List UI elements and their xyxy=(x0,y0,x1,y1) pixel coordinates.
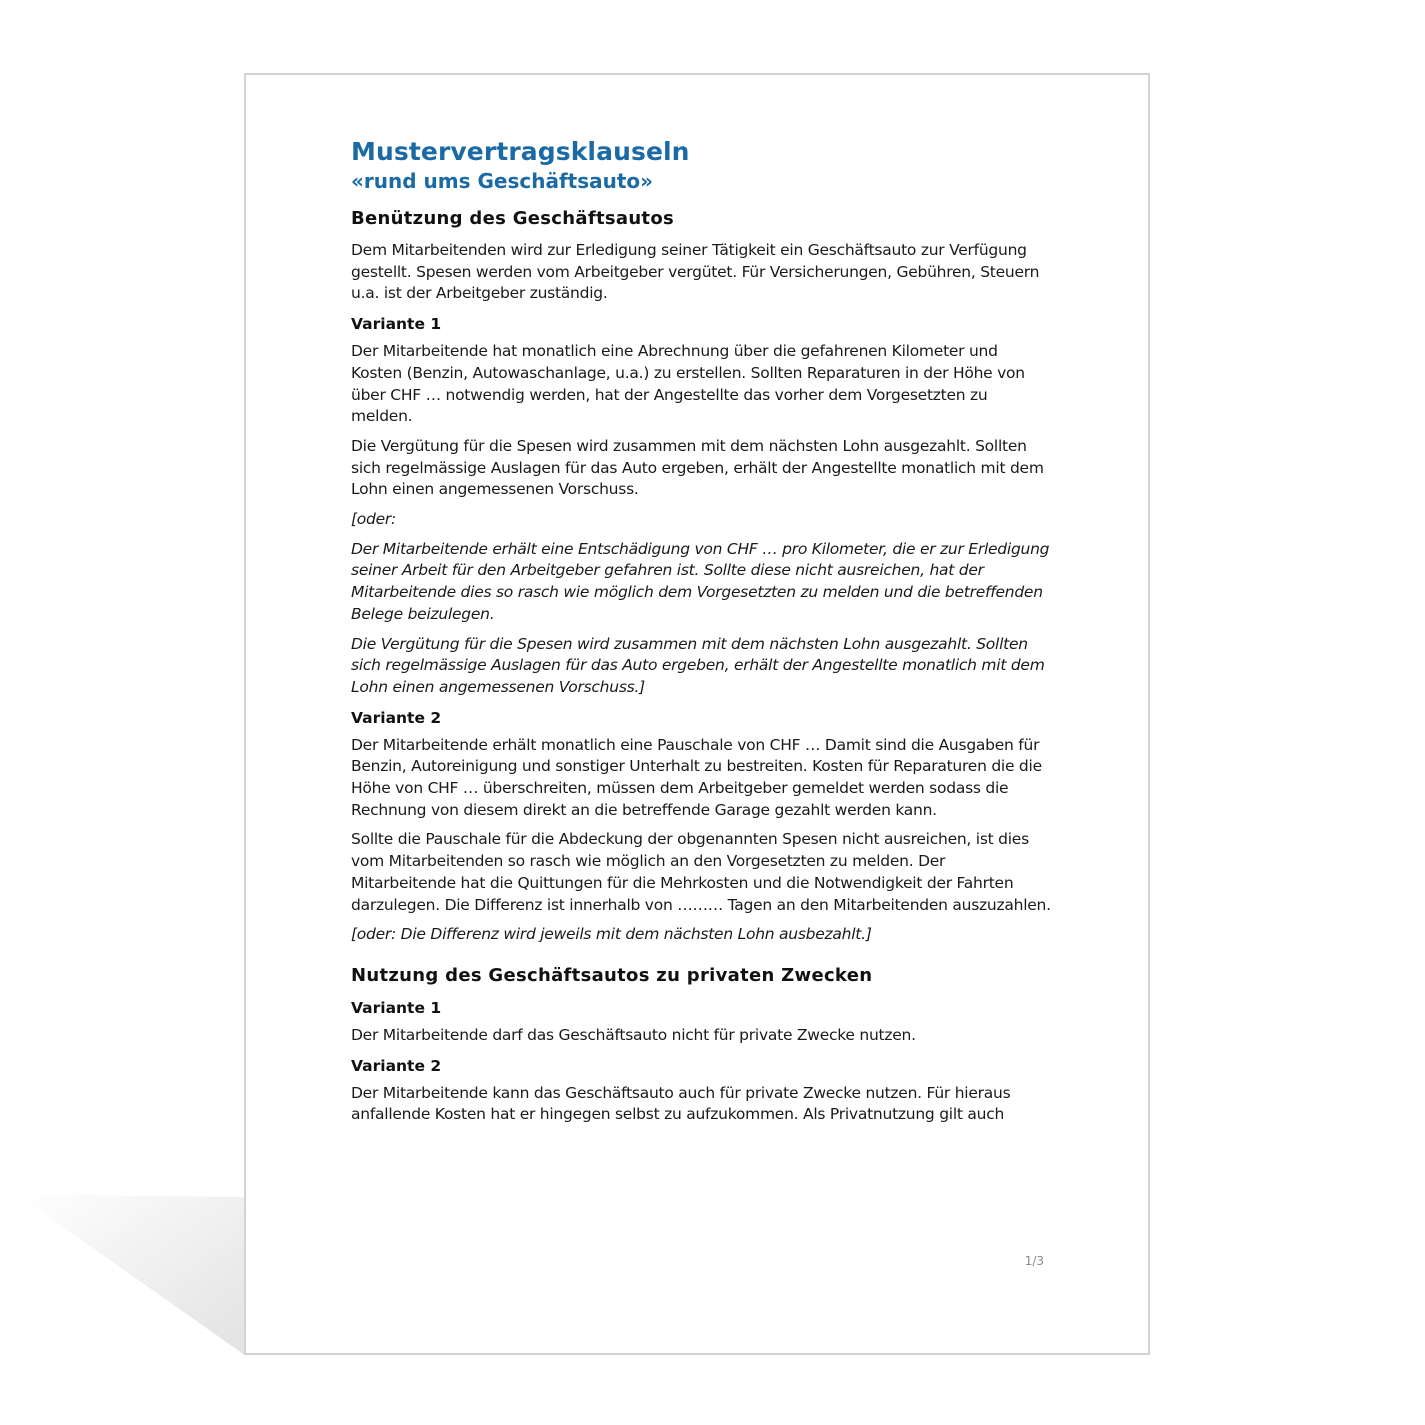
document-content xyxy=(351,137,1051,1134)
document-page xyxy=(244,73,1150,1355)
section-heading: Nutzung des Geschäftsautos zu privaten Zwecken xyxy=(351,964,873,986)
variant-heading: Variante 1 xyxy=(351,998,442,1017)
variant-heading: Variante 2 xyxy=(351,1056,442,1075)
paragraph: Der Mitarbeitende kann das Geschäftsauto auch für private Zwecke nutzen. Für hieraus anfallende Kosten hat er hingegen selbst zu aufzukommen. Als Privatnutzung gilt auch xyxy=(351,1083,1011,1124)
page-number: 1/3 xyxy=(1024,1254,1044,1268)
paragraph: Dem Mitarbeitenden wird zur Erledigung seiner Tätigkeit ein Geschäftsauto zur Verfügung gestellt. Spesen werden vom Arbeitgeber vergütet. Für Versicherungen, Gebühren, Steuern u.a. ist der Arbeitgeber zuständig. xyxy=(351,241,1040,303)
paragraph: Die Vergütung für die Spesen wird zusammen mit dem nächsten Lohn ausgezahlt. Sollten sich regelmässige Auslagen für das Auto ergeben, erhält der Angestellte monatlich mit dem Lohn einen angemessenen Vorschuss. xyxy=(351,436,1044,499)
paragraph: Der Mitarbeitende hat monatlich eine Abrechnung über die gefahrenen Kilometer und Kosten (Benzin, Autowaschanlage, u.a.) zu erstellen. Sollten Reparaturen in der Höhe von über CHF … notwendig werden, hat der Angestellte das vorher dem Vorgesetzten zu melden. xyxy=(351,342,1025,426)
paragraph: Der Mitarbeitende erhält monatlich eine Pauschale von CHF … Damit sind die Ausgaben für Benzin, Autoreinigung und sonstiger Unterhalt zu bestreiten. Kosten für Reparaturen die die Höhe von CHF … überschreiten, müssen dem Arbeitgeber gemeldet werden sodass die Rechnung von diesem direkt an die betreffende Garage gezahlt werden kann. xyxy=(351,735,1042,819)
section-heading: Benützung des Geschäftsautos xyxy=(351,208,675,229)
alternative-paragraph: [oder: Die Differenz wird jeweils mit dem nächsten Lohn ausbezahlt.] xyxy=(351,925,872,944)
document-subtitle: «rund ums Geschäftsauto» xyxy=(351,169,654,193)
alternative-marker: [oder: xyxy=(351,510,396,529)
variant-heading: Variante 1 xyxy=(351,315,442,334)
paragraph: Sollte die Pauschale für die Abdeckung der obgenannten Spesen nicht ausreichen, ist dies vom Mitarbeitenden so rasch wie möglich an den Vorgesetzten zu melden. Der Mitarbeitende hat die Quittungen für die Mehrkosten und die Notwendigkeit der Fahrten darzulegen. Die Differenz ist innerhalb von ……… Tagen an den Mitarbeitenden auszuzahlen. xyxy=(351,830,1051,914)
variant-heading: Variante 2 xyxy=(351,708,442,727)
alternative-paragraph: Die Vergütung für die Spesen wird zusammen mit dem nächsten Lohn ausgezahlt. Sollten sich regelmässige Auslagen für das Auto ergeben, erhält der Angestellte monatlich mit dem Lohn einen angemessenen Vorschuss.] xyxy=(351,634,1045,696)
document-title: Mustervertragsklauseln xyxy=(351,137,690,166)
alternative-paragraph: Der Mitarbeitende erhält eine Entschädigung von CHF … pro Kilometer, die er zur Erledigung seiner Arbeit für den Arbeitgeber gefahren ist. Sollte diese nicht ausreichen, hat der Mitarbeitende dies so rasch wie möglich dem Vorgesetzten zu melden und die betreffenden Belege beizulegen. xyxy=(351,539,1050,623)
paragraph: Der Mitarbeitende darf das Geschäftsauto nicht für private Zwecke nutzen. xyxy=(351,1025,916,1044)
